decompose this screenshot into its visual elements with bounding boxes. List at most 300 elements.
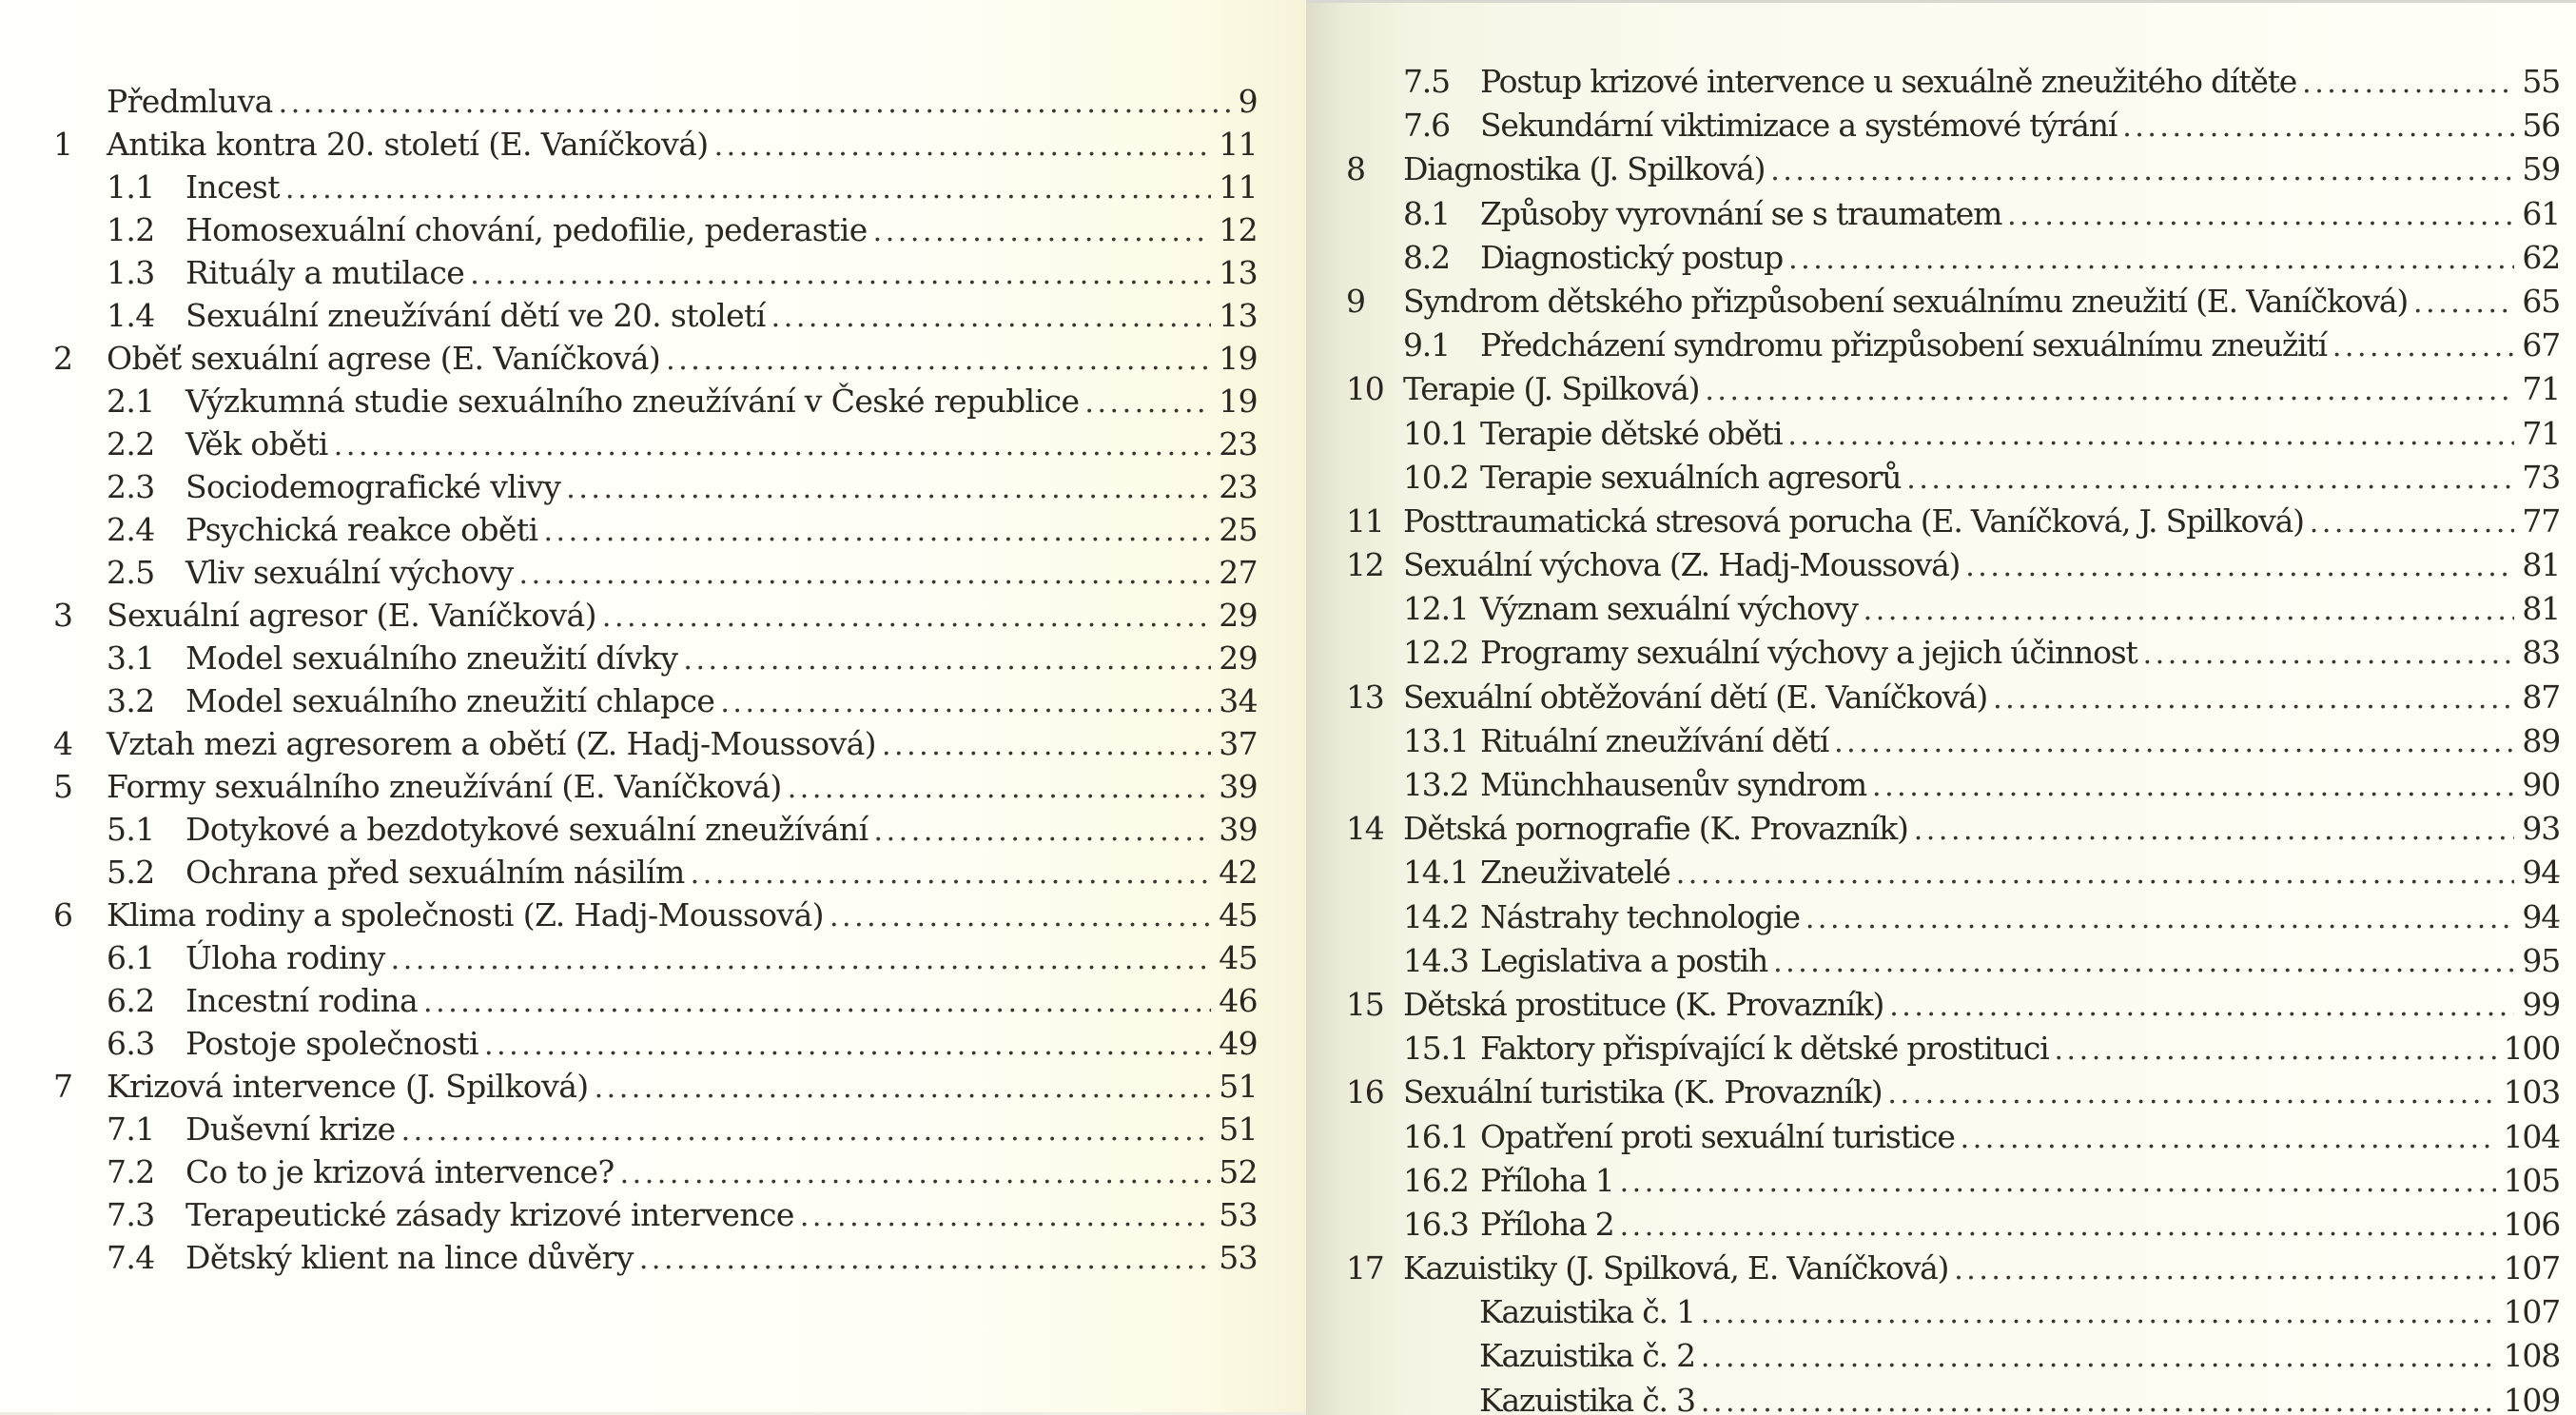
toc-entry-title: Věk oběti (185, 425, 328, 462)
toc-entry-number: 12.2 (1403, 634, 1469, 672)
toc-entry-number: 11 (1346, 501, 1384, 540)
dot-leader (391, 936, 1212, 982)
dot-leader (771, 294, 1212, 340)
dot-leader (470, 251, 1211, 297)
toc-entry-number: 13.1 (1403, 721, 1469, 759)
toc-entry-chapter[interactable] (0, 1065, 1258, 1108)
toc-entry-title: Klima rodiny a společnosti (Z. Hadj-Moussová) (107, 896, 824, 934)
toc-entry-title: Münchhausenův syndrom (1480, 766, 1867, 803)
toc-entry-line (1403, 1247, 2560, 1292)
toc-entry-number: 16.1 (1403, 1117, 1469, 1155)
toc-entry-title: Terapie dětské oběti (1480, 414, 1783, 452)
toc-entry-title: Postoje společnosti (185, 1025, 479, 1062)
toc-entry-title: Opatření proti sexuální turistice (1480, 1117, 1955, 1155)
dot-leader (1770, 147, 2514, 193)
toc-entry-page-number: 65 (2522, 282, 2560, 320)
toc-entry-number: 2.4 (107, 511, 155, 548)
toc-entry-line (1480, 851, 2560, 896)
dot-leader (800, 1193, 1211, 1239)
toc-entry-page-number: 103 (2503, 1073, 2560, 1111)
dot-leader (1701, 1334, 2496, 1380)
toc-entry-title: Příloha 1 (1480, 1161, 1614, 1199)
dot-leader (566, 465, 1211, 511)
toc-entry-section[interactable] (1306, 1115, 2560, 1159)
toc-entry-chapter[interactable] (1306, 983, 2560, 1027)
toc-entry-chapter[interactable] (1306, 147, 2560, 191)
toc-entry-title: Vliv sexuální výchovy (185, 554, 514, 591)
toc-entry-section[interactable] (0, 1150, 1258, 1193)
toc-entry-page-number: 77 (2522, 501, 2560, 540)
dot-leader (1676, 851, 2515, 896)
toc-entry-title: Předmluva (107, 83, 273, 120)
toc-entry-title: Model sexuálního zneužití chlapce (185, 682, 715, 719)
toc-entry-title: Sexuální turistika (K. Provazník) (1403, 1073, 1883, 1111)
toc-entry-line (1480, 587, 2560, 633)
toc-entry-section[interactable] (1306, 60, 2560, 104)
toc-entry-line (185, 208, 1258, 254)
toc-entry-chapter[interactable] (0, 765, 1258, 808)
toc-entry-number: 14.3 (1403, 941, 1469, 979)
toc-entry-line (185, 808, 1258, 854)
toc-entry-line (1480, 895, 2560, 941)
toc-entry-section[interactable] (1306, 412, 2560, 456)
toc-entry-section[interactable] (1306, 719, 2560, 763)
toc-entry-page-number: 29 (1219, 639, 1258, 677)
toc-entry-title: Způsoby vyrovnání se s traumatem (1480, 194, 2002, 232)
toc-entry-page-number: 25 (1219, 511, 1258, 548)
toc-entry-number: 8 (1346, 150, 1365, 188)
toc-entry-line (107, 765, 1258, 811)
toc-entry-page-number: 81 (2522, 590, 2560, 628)
dot-leader (1887, 1071, 2495, 1116)
toc-entry-page-number: 106 (2503, 1205, 2560, 1243)
toc-entry-line (1480, 1159, 2560, 1205)
toc-entry-section[interactable] (0, 294, 1258, 337)
toc-entry-chapter[interactable] (0, 594, 1258, 637)
toc-entry-page-number: 11 (1219, 126, 1258, 163)
toc-entry-line (185, 679, 1258, 725)
toc-entry-page-number: 81 (2522, 546, 2560, 584)
toc-entry-section[interactable] (1306, 1027, 2560, 1071)
toc-entry-page-number: 94 (2522, 897, 2560, 935)
toc-entry-number: 2.1 (107, 383, 155, 420)
toc-entry-page-number: 90 (2522, 766, 2560, 803)
toc-entry-page-number: 71 (2522, 414, 2560, 452)
toc-entry-title: Dotykové a bezdotykové sexuální zneužívání (185, 811, 868, 848)
toc-entry-line (1403, 500, 2560, 545)
toc-entry-page-number: 51 (1219, 1110, 1258, 1148)
toc-entry-title: Příloha 2 (1480, 1205, 1614, 1243)
toc-entry-page-number: 27 (1219, 554, 1258, 591)
toc-entry-line (1480, 1027, 2560, 1072)
toc-entry-section[interactable] (1306, 631, 2560, 675)
toc-entry-line (1480, 1203, 2560, 1248)
toc-entry-page-number: 51 (1219, 1068, 1258, 1105)
toc-entry-number: 3.1 (107, 639, 155, 677)
toc-entry-section[interactable] (1306, 192, 2560, 236)
toc-entry-title: Rituály a mutilace (185, 254, 465, 291)
toc-entry-page-number: 104 (2503, 1117, 2560, 1155)
dot-leader (543, 508, 1211, 554)
toc-entry-line (185, 1193, 1258, 1239)
toc-entry-line (185, 251, 1258, 297)
dot-leader (829, 894, 1211, 939)
toc-entry-page-number: 29 (1219, 597, 1258, 634)
toc-entry-title: Kazuistiky (J. Spilková, E. Vaníčková) (1403, 1249, 1949, 1287)
toc-entry-section[interactable] (0, 808, 1258, 851)
toc-entry-number: 9.1 (1403, 326, 1450, 364)
toc-entry-number: 7.4 (107, 1239, 155, 1276)
toc-entry-page-number: 109 (2503, 1381, 2560, 1415)
toc-entry-title: Vztah mezi agresorem a obětí (Z. Hadj-Moussová) (107, 725, 876, 762)
toc-entry-case[interactable] (1306, 1290, 2560, 1334)
toc-entry-page-number: 13 (1219, 297, 1258, 334)
toc-entry-page-number: 42 (1219, 854, 1258, 891)
toc-entry-page-number: 108 (2503, 1337, 2560, 1375)
toc-entry-section[interactable] (0, 551, 1258, 594)
toc-entry-page-number: 37 (1219, 725, 1258, 762)
toc-entry-number: 16.2 (1403, 1161, 1469, 1199)
toc-entry-line (107, 123, 1258, 168)
toc-entry-number: 1 (53, 126, 73, 163)
toc-entry-section[interactable] (1306, 1203, 2560, 1247)
toc-entry-title: Výzkumná studie sexuálního zneužívání v České republice (185, 383, 1080, 420)
dot-leader (595, 1065, 1212, 1110)
toc-entry-section[interactable] (0, 508, 1258, 551)
toc-entry-section[interactable] (1306, 104, 2560, 147)
toc-entry-number: 1.4 (107, 297, 155, 334)
toc-entry-title: Legislativa a postih (1480, 941, 1768, 979)
dot-leader (602, 594, 1211, 639)
toc-entry-chapter[interactable] (1306, 367, 2560, 411)
toc-entry-section[interactable] (0, 936, 1258, 979)
toc-entry-section[interactable] (0, 637, 1258, 679)
toc-entry-page-number: 99 (2522, 985, 2560, 1023)
toc-entry-line (185, 979, 1258, 1025)
toc-entry-title: Diagnostika (J. Spilková) (1403, 150, 1766, 188)
toc-entry-number: 14.2 (1403, 897, 1469, 935)
toc-entry-title: Úloha rodiny (185, 939, 385, 976)
toc-entry-line (185, 166, 1258, 211)
toc-entry-section[interactable] (1306, 324, 2560, 367)
dot-leader (873, 208, 1212, 254)
toc-entry-chapter[interactable] (1306, 807, 2560, 851)
toc-entry-title: Terapie (J. Spilková) (1403, 370, 1700, 408)
toc-entry-line (1480, 60, 2560, 106)
toc-entry-line (185, 423, 1258, 468)
toc-entry-title: Krizová intervence (J. Spilková) (107, 1068, 589, 1105)
dot-leader (620, 1150, 1212, 1196)
toc-entry-chapter[interactable] (0, 722, 1258, 765)
right-page (1306, 0, 2576, 1415)
toc-entry-line (107, 594, 1258, 639)
toc-entry-title: Dětská prostituce (K. Provazník) (1403, 985, 1884, 1023)
toc-entry-number: 12 (1346, 546, 1384, 584)
toc-entry-section[interactable] (1306, 236, 2560, 280)
toc-entry-number: 15.1 (1403, 1030, 1469, 1068)
dot-leader (2413, 280, 2514, 325)
toc-entry-title: Rituální zneužívání dětí (1480, 721, 1829, 759)
toc-entry-title: Formy sexuálního zneužívání (E. Vaníčková) (107, 768, 782, 805)
toc-entry-title: Co to je krizová intervence? (185, 1153, 615, 1190)
toc-entry-page-number: 11 (1219, 168, 1258, 206)
toc-entry-title: Kazuistika č. 3 (1479, 1381, 1695, 1415)
toc-entry-number: 2.5 (107, 554, 155, 591)
dot-leader (1701, 1379, 2496, 1415)
toc-entry-title: Ochrana před sexuálním násilím (185, 854, 685, 891)
toc-entry-page-number: 53 (1219, 1239, 1258, 1276)
toc-entry-title: Faktory přispívající k dětské prostituci (1480, 1030, 2049, 1068)
toc-entry-number: 8.2 (1403, 238, 1450, 276)
toc-entry-line (107, 894, 1258, 939)
dot-leader (519, 551, 1212, 597)
toc-entry-chapter[interactable] (1306, 1247, 2560, 1290)
dot-leader (1864, 587, 2515, 633)
toc-entry-line (1480, 456, 2560, 501)
toc-entry-title: Postup krizové intervence u sexuálně zneužitého dítěte (1480, 63, 2297, 100)
toc-entry-page-number: 107 (2503, 1249, 2560, 1287)
toc-entry-title: Syndrom dětského přizpůsobení sexuálnímu zneužití (E. Vaníčková) (1403, 282, 2409, 320)
toc-entry-page-number: 100 (2503, 1030, 2560, 1068)
toc-entry-chapter[interactable] (1306, 1071, 2560, 1114)
toc-entry-page-number: 55 (2522, 63, 2560, 100)
toc-entry-page-number: 87 (2522, 678, 2560, 716)
dot-leader (720, 679, 1211, 725)
toc-entry-number: 6.3 (107, 1025, 155, 1062)
toc-entry-line (1479, 1290, 2560, 1336)
dot-leader (2143, 631, 2515, 677)
toc-entry-number: 16 (1346, 1073, 1384, 1111)
toc-entry-section[interactable] (1306, 763, 2560, 807)
toc-entry-page-number: 19 (1219, 383, 1258, 420)
toc-entry-section[interactable] (1306, 1159, 2560, 1203)
toc-entry-section[interactable] (1306, 939, 2560, 983)
toc-entry-section[interactable] (0, 679, 1258, 722)
toc-entry-number: 7.2 (107, 1153, 155, 1190)
toc-entry-chapter[interactable] (1306, 500, 2560, 543)
toc-entry-page-number: 107 (2503, 1293, 2560, 1331)
toc-entry-page-number: 95 (2522, 941, 2560, 979)
toc-entry-number: 10 (1346, 370, 1384, 408)
toc-entry-number: 13 (1346, 678, 1384, 716)
toc-entry-page-number: 71 (2522, 370, 2560, 408)
toc-entry-title: Nástrahy technologie (1480, 897, 1800, 935)
toc-entry-line (185, 1022, 1258, 1068)
toc-entry-title: Kazuistika č. 2 (1479, 1337, 1695, 1375)
toc-entry-line (1479, 1334, 2560, 1380)
toc-entry-section[interactable] (1306, 587, 2560, 631)
dot-leader (2054, 1027, 2495, 1072)
toc-entry-line (185, 936, 1258, 982)
toc-entry-number: 6.2 (107, 982, 155, 1019)
toc-entry-page-number: 19 (1219, 340, 1258, 377)
toc-entry-title: Antika kontra 20. století (E. Vaníčková) (107, 126, 709, 163)
dot-leader (2302, 60, 2514, 106)
toc-entry-title: Význam sexuální výchovy (1480, 590, 1858, 628)
toc-list-right (1306, 60, 2560, 1415)
toc-entry-page-number: 67 (2522, 326, 2560, 364)
toc-entry-line (1480, 719, 2560, 765)
dot-leader (639, 1236, 1211, 1282)
toc-entry-section[interactable] (1306, 456, 2560, 500)
toc-entry-number: 2.2 (107, 425, 155, 462)
toc-entry-line (1480, 939, 2560, 985)
toc-entry-page-number: 56 (2522, 107, 2560, 145)
toc-entry-page-number: 45 (1219, 896, 1258, 934)
dot-leader (401, 1108, 1212, 1153)
toc-entry-section[interactable] (0, 380, 1258, 423)
toc-entry-page-number: 45 (1219, 939, 1258, 976)
toc-entry-page-number: 9 (1238, 83, 1258, 120)
toc-entry-chapter[interactable] (1306, 280, 2560, 324)
toc-entry-number: 1.1 (107, 168, 155, 206)
toc-entry-line (185, 1150, 1258, 1196)
toc-entry-number: 2 (53, 340, 73, 377)
toc-list-left (0, 80, 1258, 1279)
toc-entry-number: 7.5 (1403, 63, 1450, 100)
dot-leader (683, 637, 1211, 682)
toc-entry-page-number: 73 (2522, 458, 2560, 496)
dot-leader (1834, 719, 2514, 765)
toc-entry-case[interactable] (1306, 1379, 2560, 1415)
toc-entry-front[interactable] (0, 80, 1258, 123)
toc-entry-number: 3 (53, 597, 73, 634)
toc-entry-line (1403, 543, 2560, 589)
toc-entry-chapter[interactable] (0, 894, 1258, 936)
toc-entry-section[interactable] (0, 465, 1258, 508)
toc-entry-title: Oběť sexuální agrese (E. Vaníčková) (107, 340, 661, 377)
toc-entry-number: 17 (1346, 1249, 1384, 1287)
toc-entry-page-number: 62 (2522, 238, 2560, 276)
toc-entry-section[interactable] (1306, 851, 2560, 894)
toc-entry-line (185, 294, 1258, 340)
toc-entry-title: Zneuživatelé (1480, 854, 1670, 892)
toc-entry-title: Model sexuálního zneužití dívky (185, 639, 678, 677)
toc-entry-page-number: 34 (1219, 682, 1258, 719)
toc-entry-title: Sexuální obtěžování dětí (E. Vaníčková) (1403, 678, 1988, 716)
toc-entry-page-number: 93 (2522, 810, 2560, 848)
toc-entry-title: Kazuistika č. 1 (1479, 1293, 1695, 1331)
dot-leader (691, 851, 1212, 896)
toc-entry-section[interactable] (0, 1108, 1258, 1150)
toc-entry-case[interactable] (1306, 1334, 2560, 1378)
dot-leader (1620, 1203, 2496, 1248)
toc-entry-section[interactable] (0, 1236, 1258, 1279)
toc-entry-number: 14.1 (1403, 854, 1469, 892)
toc-entry-line (185, 1236, 1258, 1282)
toc-entry-line (1403, 147, 2560, 193)
toc-entry-number: 6.1 (107, 939, 155, 976)
toc-entry-title: Homosexuální chování, pedofilie, pederastie (185, 211, 868, 248)
toc-entry-section[interactable] (1306, 895, 2560, 939)
toc-entry-line (107, 337, 1258, 383)
toc-entry-page-number: 23 (1219, 425, 1258, 462)
toc-entry-chapter[interactable] (0, 337, 1258, 380)
toc-entry-number: 16.3 (1403, 1205, 1469, 1243)
toc-entry-line (1480, 763, 2560, 809)
toc-entry-line (107, 1065, 1258, 1110)
toc-entry-page-number: 23 (1219, 468, 1258, 505)
toc-entry-line (1480, 236, 2560, 282)
toc-entry-title: Terapeutické zásady krizové intervence (185, 1196, 794, 1233)
toc-entry-title: Posttraumatická stresová porucha (E. Vaníčková, J. Spilková) (1403, 501, 2304, 540)
dot-leader (1705, 367, 2514, 413)
toc-entry-title: Dětský klient na lince důvěry (185, 1239, 634, 1276)
toc-entry-section[interactable] (0, 1022, 1258, 1065)
toc-entry-page-number: 46 (1219, 982, 1258, 1019)
toc-entry-number: 2.3 (107, 468, 155, 505)
dot-leader (1993, 676, 2514, 721)
toc-entry-title: Terapie sexuálních agresorů (1480, 458, 1902, 496)
toc-entry-line (185, 380, 1258, 425)
toc-entry-section[interactable] (0, 208, 1258, 251)
toc-entry-line (185, 465, 1258, 511)
toc-entry-chapter[interactable] (0, 123, 1258, 166)
dot-leader (666, 337, 1211, 383)
toc-entry-section[interactable] (0, 979, 1258, 1022)
toc-entry-line (1479, 1379, 2560, 1415)
toc-entry-chapter[interactable] (1306, 676, 2560, 719)
toc-entry-page-number: 89 (2522, 721, 2560, 759)
toc-entry-page-number: 39 (1219, 768, 1258, 805)
toc-entry-line (1480, 324, 2560, 369)
toc-entry-title: Sekundární viktimizace a systémové týrání (1480, 107, 2117, 145)
toc-entry-number: 12.1 (1403, 590, 1469, 628)
toc-entry-title: Psychická reakce oběti (185, 511, 538, 548)
toc-entry-title: Sexuální výchova (Z. Hadj-Moussová) (1403, 546, 1961, 584)
dot-leader (882, 722, 1211, 768)
toc-entry-number: 14 (1346, 810, 1384, 848)
toc-entry-line (1480, 412, 2560, 458)
toc-entry-number: 9 (1346, 282, 1365, 320)
dot-leader (1965, 543, 2514, 589)
toc-entry-number: 4 (53, 725, 73, 762)
toc-entry-page-number: 52 (1219, 1153, 1258, 1190)
toc-entry-title: Programy sexuální výchovy a jejich účinnost (1480, 634, 2137, 672)
toc-entry-line (107, 80, 1258, 126)
toc-entry-number: 10.2 (1403, 458, 1469, 496)
toc-entry-page-number: 61 (2522, 194, 2560, 232)
dot-leader (2122, 104, 2514, 149)
toc-entry-line (185, 551, 1258, 597)
toc-entry-title: Dětská pornografie (K. Provazník) (1403, 810, 1908, 848)
toc-entry-section[interactable] (0, 1193, 1258, 1236)
dot-leader (1084, 380, 1211, 425)
toc-entry-title: Incestní rodina (185, 982, 419, 1019)
toc-entry-section[interactable] (0, 851, 1258, 894)
toc-entry-line (185, 637, 1258, 682)
toc-entry-number: 8.1 (1403, 194, 1450, 232)
toc-entry-section[interactable] (0, 423, 1258, 465)
toc-entry-number: 5 (53, 768, 73, 805)
toc-entry-number: 10.1 (1403, 414, 1469, 452)
toc-entry-chapter[interactable] (1306, 543, 2560, 587)
toc-entry-section[interactable] (0, 166, 1258, 208)
toc-entry-title: Sexuální zneužívání dětí ve 20. století (185, 297, 766, 334)
toc-entry-line (107, 722, 1258, 768)
toc-entry-line (185, 508, 1258, 554)
toc-entry-number: 7 (53, 1068, 73, 1105)
toc-entry-section[interactable] (0, 251, 1258, 294)
toc-entry-line (1403, 676, 2560, 721)
toc-entry-title: Duševní krize (185, 1110, 396, 1148)
toc-entry-page-number: 105 (2503, 1161, 2560, 1199)
toc-entry-number: 5.2 (107, 854, 155, 891)
toc-entry-line (185, 851, 1258, 896)
toc-entry-title: Incest (185, 168, 280, 206)
toc-entry-number: 13.2 (1403, 766, 1469, 803)
dot-leader (285, 166, 1211, 211)
